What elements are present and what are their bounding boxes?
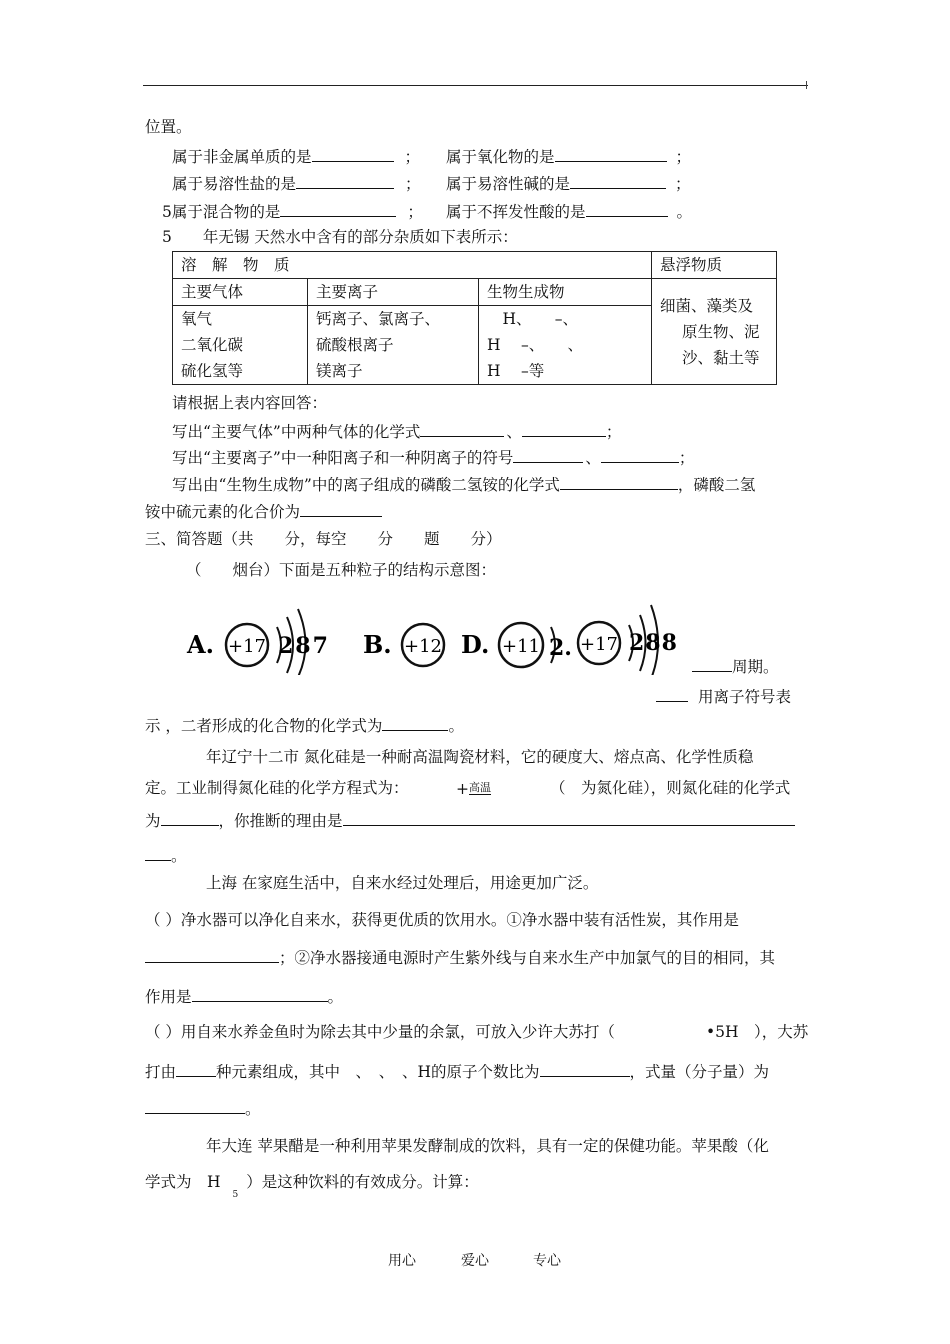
header-rule (143, 85, 808, 86)
question-line: 5属于混合物的是 ； (162, 200, 423, 222)
label-b: B. (363, 630, 392, 659)
question-line: 写出“主要离子”中一种阳离子和一种阴离子的符号 、 ； (172, 446, 694, 468)
question-line: 学式为 $H_5$）是这种饮料的有效成分。计算： (145, 1173, 479, 1200)
question-line: 年大连 苹果醋是一种利用苹果发酵制成的饮料，具有一定的保健功能。苹果酸（化 (206, 1137, 769, 1155)
text-line: 请根据上表内容回答： (172, 394, 328, 412)
question-line: •5H ），大苏 (706, 1023, 809, 1041)
question-line: 周期。 (692, 655, 779, 677)
col-bio: 生物生成物 (479, 279, 652, 306)
header-tick (806, 81, 807, 89)
question-line: （ ）净水器可以净化自来水，获得更优质的饮用水。①净水器中装有活性炭，其作用是 (145, 911, 739, 929)
question-line: 属于易溶性碱的是 ； (446, 172, 690, 194)
bio-cell: H、 –、 H –、 、 H –等 (479, 306, 652, 385)
section-heading: 三、简答题（共 分，每空 分 题 分） (145, 530, 502, 548)
question-line: 铵中硫元素的化合价为 (145, 500, 382, 522)
question-line: 写出“主要气体”中两种气体的化学式 、 ； (172, 420, 621, 442)
shell-electrons: 287 (278, 633, 330, 659)
question-line: 属于易溶性盐的是 ； (172, 172, 420, 194)
question-line: 定。工业制得氮化硅的化学方程式为： (145, 779, 409, 797)
footer-text: 专心 (533, 1253, 561, 1269)
question-line: 写出由“生物生成物”中的离子组成的磷酸二氢铵的化学式 ，磷酸二氢 (172, 473, 755, 495)
label-d: D. (461, 630, 490, 659)
nucleus-label: +11 (502, 636, 540, 657)
text-line: 位置。 (145, 118, 192, 136)
shell-electrons: 288 (629, 630, 678, 656)
question-line: （ 烟台）下面是五种粒子的结构示意图： (186, 561, 497, 579)
question-line: （ 为氮化硅），则氮化硅的化学式 (550, 779, 791, 797)
nucleus-label: +17 (580, 634, 618, 655)
dissolved-header: 溶 解 物 质 (173, 252, 652, 279)
question-line: （ ）用自来水养金鱼时为除去其中少量的余氯，可放入少许大苏打（ (145, 1023, 615, 1041)
particle-structure-diagram (185, 595, 685, 675)
question-line: 示 ，二者形成的化合物的化学式为 。 (145, 714, 464, 736)
question-line: 上海 在家庭生活中，自来水经过处理后，用途更加广泛。 (206, 874, 599, 892)
shell-electrons: 2. (549, 635, 572, 661)
nucleus-label: +17 (228, 636, 266, 657)
question-line: 年辽宁十二市 氮化硅是一种耐高温陶瓷材料，它的硬度大、熔点高、化学性质稳 (206, 748, 754, 766)
nucleus-label: +12 (404, 636, 442, 657)
question-line: 。 (145, 844, 187, 866)
question-line: 作用是 。 (145, 985, 343, 1007)
question-line: 用离子符号表 (656, 685, 791, 707)
reaction-condition: +高温 (456, 780, 491, 798)
gases-cell: 氧气 二氧化碳 硫化氢等 (173, 306, 308, 385)
suspended-cell: 细菌、藻类及 原生物、泥 沙、黏土等 (652, 279, 777, 385)
col-gases: 主要气体 (173, 279, 308, 306)
label-a: A. (187, 630, 214, 659)
footer-text: 用心 (388, 1253, 416, 1269)
question-line: 5 年无锡 天然水中含有的部分杂质如下表所示： (162, 228, 518, 246)
question-line: ；②净水器接通电源时产生紫外线与自来水生产中加氯气的目的相同，其 (145, 946, 775, 968)
suspended-header: 悬浮物质 (652, 252, 777, 279)
question-line: 。 (145, 1097, 261, 1119)
question-line: 打由 种元素组成，其中 、 、 、H的原子个数比为 ，式量（分子量）为 (145, 1060, 769, 1082)
impurity-table (172, 251, 777, 385)
footer-text: 爱心 (461, 1253, 489, 1269)
col-ions: 主要离子 (308, 279, 479, 306)
ions-cell: 钙离子、氯离子、 硫酸根离子 镁离子 (308, 306, 479, 385)
question-line: 属于非金属单质的是 ； (172, 145, 420, 167)
question-line: 为 ，你推断的理由是 (145, 809, 795, 831)
question-line: 属于氧化物的是 ； (446, 145, 691, 167)
question-line: 属于不挥发性酸的是 。 (446, 200, 692, 222)
